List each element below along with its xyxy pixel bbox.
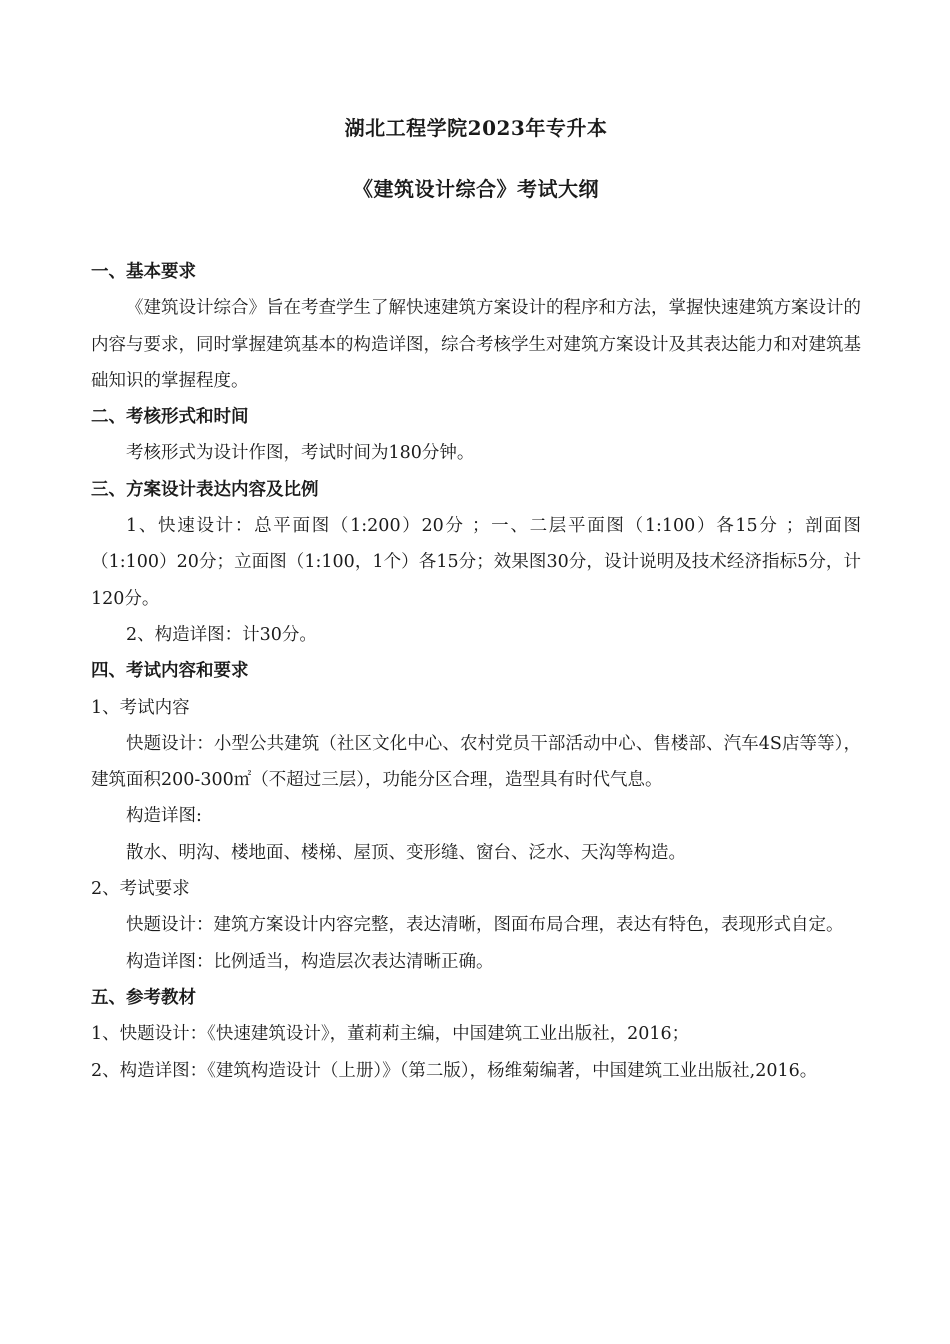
section-heading-exam-format: 二、考核形式和时间 xyxy=(91,407,249,428)
paragraph-quick-design-requirements: 快题设计：建筑方案设计内容完整，表达清晰，图面布局合理，表达有特色，表现形式自定。 xyxy=(126,915,844,936)
document-subtitle: 《建筑设计综合》考试大纲 xyxy=(353,177,599,201)
document-body xyxy=(91,254,861,1089)
paragraph-detail-requirements: 构造详图：比例适当，构造层次表达清晰正确。 xyxy=(126,951,494,972)
section-heading-exam-content: 四、考试内容和要求 xyxy=(91,661,249,682)
reference-item-2: 2、构造详图：《建筑构造设计（上册）》（第二版），杨维菊编著，中国建筑工业出版社,2016。 xyxy=(91,1060,818,1081)
paragraph-quick-design-content: 快题设计：小型公共建筑（社区文化中心、农村党员干部活动中心、售楼部、汽车4S店等等），建筑面积200-300㎡（不超过三层），功能分区合理，造型具有时代气息。 xyxy=(91,733,861,791)
paragraph-quick-design-scoring: 1、快速设计：总平面图（1:200）20分 ；一、二层平面图（1:100）各15分 ；剖面图（1:100）20分；立面图（1:100，1个）各15分；效果图30分，设计说明及技术经济指标5分，计120分。 xyxy=(91,516,861,609)
section-heading-design-content: 三、方案设计表达内容及比例 xyxy=(91,479,319,500)
paragraph-detail-content: 散水、明沟、楼地面、楼梯、屋顶、变形缝、窗台、泛水、天沟等构造。 xyxy=(126,842,686,863)
subheading-exam-requirements: 2、考试要求 xyxy=(91,879,190,900)
paragraph-detail-label: 构造详图: xyxy=(126,806,202,827)
section-heading-references: 五、参考教材 xyxy=(91,987,196,1008)
paragraph-basic-requirements: 《建筑设计综合》旨在考查学生了解快速建筑方案设计的程序和方法，掌握快速建筑方案设计的内容与要求，同时掌握建筑基本的构造详图，综合考核学生对建筑方案设计及其表达能力和对建筑基础知识的掌握程度。 xyxy=(91,298,861,391)
section-heading-basic-requirements: 一、基本要求 xyxy=(91,262,196,282)
paragraph-detail-scoring: 2、构造详图：计30分。 xyxy=(126,624,317,645)
paragraph-exam-format: 考核形式为设计作图，考试时间为180分钟。 xyxy=(126,443,475,464)
subheading-exam-content: 1、考试内容 xyxy=(91,697,190,718)
document-title: 湖北工程学院2023年专升本 xyxy=(344,116,608,140)
reference-item-1: 1、快题设计：《快速建筑设计》，董莉莉主编，中国建筑工业出版社，2016； xyxy=(91,1024,690,1045)
